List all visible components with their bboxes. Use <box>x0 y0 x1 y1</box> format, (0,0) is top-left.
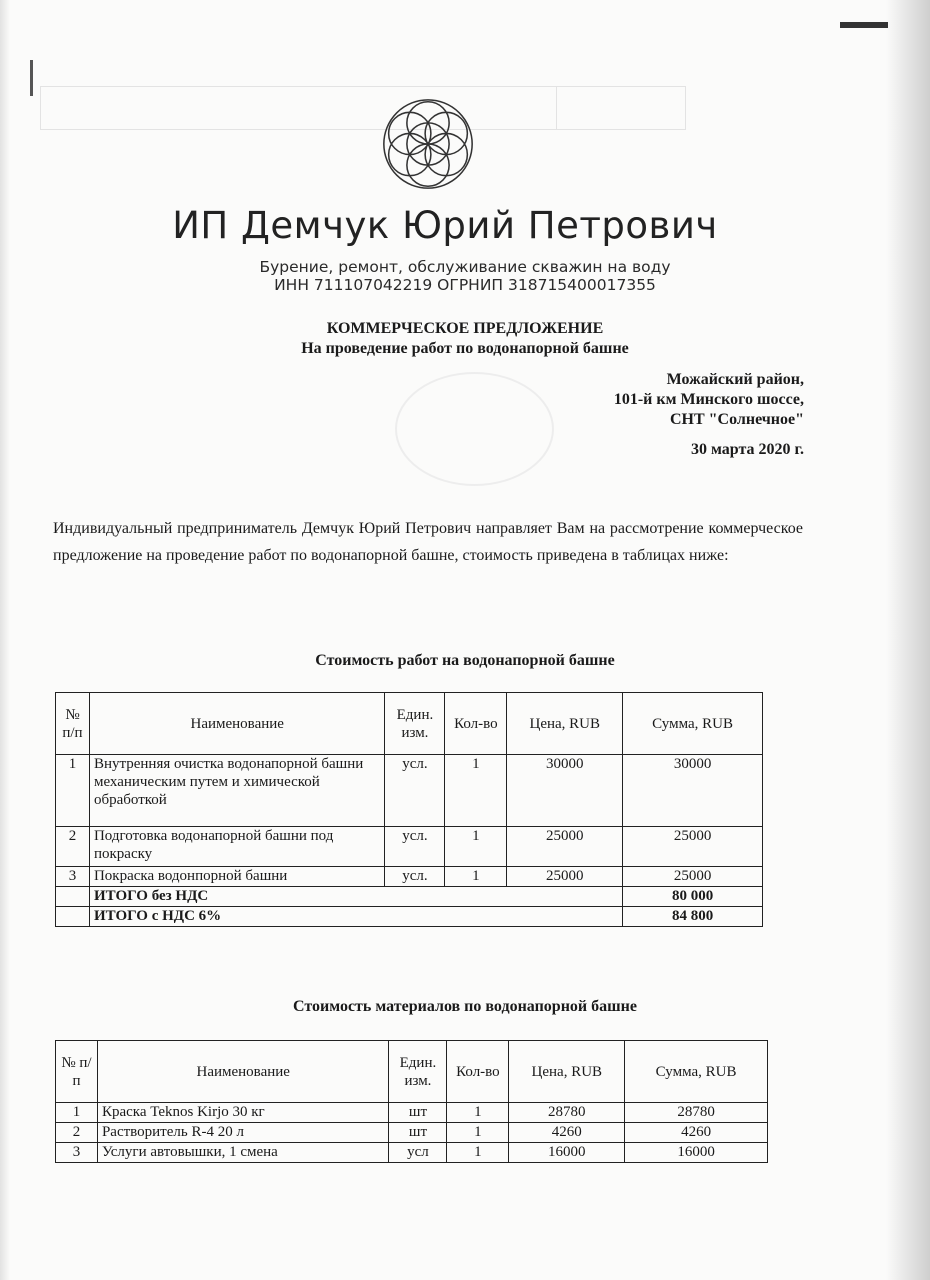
address-line: Можайский район, <box>666 371 804 388</box>
scan-mark-left <box>30 60 33 96</box>
document-title: КОММЕРЧЕСКОЕ ПРЕДЛОЖЕНИЕ <box>326 320 604 337</box>
flower-of-life-logo <box>380 96 476 192</box>
cell-unit: усл. <box>385 827 445 867</box>
cell-sum: 25000 <box>623 867 763 887</box>
cell-sum: 28780 <box>625 1103 768 1123</box>
cell-price: 30000 <box>507 755 623 827</box>
table-row <box>56 1123 768 1143</box>
cell-name: Краска Teknos Kirjo 30 кг <box>97 1103 389 1123</box>
header-num: № п/п <box>56 693 90 755</box>
cell-sum: 4260 <box>625 1123 768 1143</box>
header-sum: Сумма, RUB <box>625 1041 768 1103</box>
cell-num: 3 <box>56 1143 98 1163</box>
header-sum: Сумма, RUB <box>623 693 763 755</box>
cell-name: Внутренняя очистка водонапорной башни механическим путем и химической обработкой <box>89 755 385 827</box>
header-name: Наименование <box>97 1041 389 1103</box>
total-no-vat-value: 80 000 <box>623 887 763 907</box>
address-line: СНТ "Солнечное" <box>669 411 804 428</box>
cell-name: Услуги автовышки, 1 смена <box>97 1143 389 1163</box>
company-inn: ИНН 711107042219 ОГРНИП 318715400017355 <box>274 276 656 294</box>
scan-edge-right <box>886 0 930 1280</box>
cell-unit: усл. <box>385 867 445 887</box>
table-row <box>56 827 763 867</box>
scan-mark <box>840 22 888 28</box>
company-tagline: Бурение, ремонт, обслуживание скважин на воду <box>259 258 671 276</box>
cell-price: 16000 <box>509 1143 625 1163</box>
total-vat-label: ИТОГО с НДС 6% <box>89 907 622 927</box>
cell-unit: шт <box>389 1103 447 1123</box>
header-qty: Кол-во <box>447 1041 509 1103</box>
table-row <box>56 1143 768 1163</box>
table-header-row <box>56 1041 768 1103</box>
cell-sum: 25000 <box>623 827 763 867</box>
header-price: Цена, RUB <box>507 693 623 755</box>
cell-qty: 1 <box>445 867 507 887</box>
cell-price: 28780 <box>509 1103 625 1123</box>
total-no-vat-label: ИТОГО без НДС <box>89 887 622 907</box>
cell-price: 25000 <box>507 867 623 887</box>
address-block <box>614 370 804 430</box>
header-qty: Кол-во <box>445 693 507 755</box>
address-line: 101-й км Минского шоссе, <box>613 391 804 408</box>
cell-price: 4260 <box>509 1123 625 1143</box>
header-unit: Един. изм. <box>385 693 445 755</box>
materials-table <box>55 1040 768 1163</box>
cell-qty: 1 <box>445 827 507 867</box>
header-name: Наименование <box>89 693 385 755</box>
materials-table-title: Стоимость материалов по водонапорной башне <box>293 998 637 1015</box>
bleed-through-table <box>40 86 686 130</box>
cell-name: Покраска водонпорной башни <box>89 867 385 887</box>
scan-edge-left <box>0 0 10 1280</box>
cell-num: 2 <box>56 1123 98 1143</box>
cell-sum: 30000 <box>623 755 763 827</box>
ghost-stamp <box>395 372 554 486</box>
intro-paragraph: Индивидуальный предприниматель Демчук Юрий Петрович направляет Вам на рассмотрение коммерческое предложение на проведение работ по водонапорной башне, стоимость приведена в таблицах ниже: <box>53 520 803 564</box>
table-row <box>56 1103 768 1123</box>
header-price: Цена, RUB <box>509 1041 625 1103</box>
cell-num: 2 <box>56 827 90 867</box>
cell-num: 1 <box>56 755 90 827</box>
table-header-row <box>56 693 763 755</box>
cell-sum: 16000 <box>625 1143 768 1163</box>
document-date: 30 марта 2020 г. <box>691 441 804 458</box>
cell-name: Растворитель R-4 20 л <box>97 1123 389 1143</box>
cell-qty: 1 <box>447 1103 509 1123</box>
header-num: № п/ п <box>56 1041 98 1103</box>
total-no-vat-row <box>56 887 763 907</box>
cell-num: 1 <box>56 1103 98 1123</box>
cell-unit: шт <box>389 1123 447 1143</box>
total-vat-row <box>56 907 763 927</box>
header-unit: Един. изм. <box>389 1041 447 1103</box>
company-name: ИП Демчук Юрий Петрович <box>172 204 718 247</box>
works-table <box>55 692 763 927</box>
table-row <box>56 755 763 827</box>
cell-qty: 1 <box>447 1123 509 1143</box>
total-vat-value: 84 800 <box>623 907 763 927</box>
cell-num: 3 <box>56 867 90 887</box>
works-table-title: Стоимость работ на водонапорной башне <box>315 652 615 669</box>
cell-name: Подготовка водонапорной башни под покраску <box>89 827 385 867</box>
cell-unit: усл. <box>385 755 445 827</box>
table-row <box>56 867 763 887</box>
cell-unit: усл <box>389 1143 447 1163</box>
cell-price: 25000 <box>507 827 623 867</box>
cell-qty: 1 <box>445 755 507 827</box>
cell-qty: 1 <box>447 1143 509 1163</box>
document-subtitle: На проведение работ по водонапорной башне <box>301 340 629 357</box>
